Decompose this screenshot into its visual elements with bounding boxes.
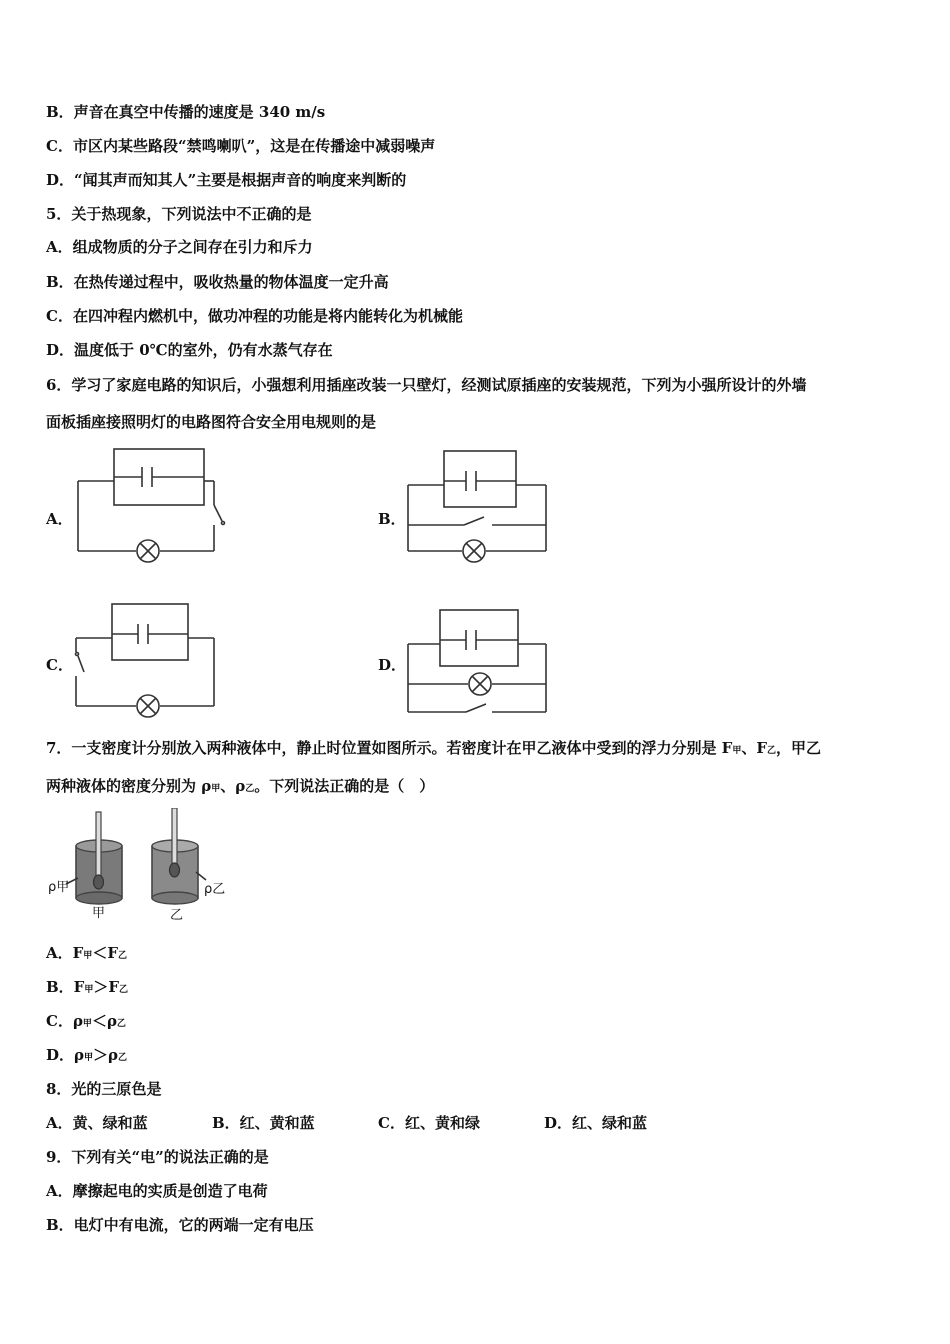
q8-option-c: C．红、黄和绿 xyxy=(378,1114,480,1132)
q5-option-d: D．温度低于 0℃的室外，仍有水蒸气存在 xyxy=(46,341,333,359)
q7-stem-line1: 7．一支密度计分别放入两种液体中，静止时位置如图所示。若密度计在甲乙液体中受到的浮力分别是 F甲、F乙，甲乙 xyxy=(46,739,822,757)
q5-option-c: C．在四冲程内燃机中，做功冲程的功能是将内能转化为机械能 xyxy=(46,307,463,325)
q5-option-a: A．组成物质的分子之间存在引力和斥力 xyxy=(46,238,313,256)
q5-option-b: B．在热传递过程中，吸收热量的物体温度一定升高 xyxy=(46,273,389,291)
q5-stem: 5．关于热现象，下列说法中不正确的是 xyxy=(46,205,312,223)
q7-option-d: D．ρ甲＞ρ乙 xyxy=(46,1046,127,1064)
q8-stem: 8．光的三原色是 xyxy=(46,1080,162,1098)
q7-option-a: A．F甲＜F乙 xyxy=(46,944,127,962)
q9-option-b: B．电灯中有电流，它的两端一定有电压 xyxy=(46,1216,314,1234)
rho-yi-label: ρ乙 xyxy=(204,882,226,897)
q8-option-d: D．红、绿和蓝 xyxy=(544,1114,648,1132)
circuit-diagram-c xyxy=(68,598,228,723)
q8-option-a: A．黄、绿和蓝 xyxy=(46,1114,148,1132)
hydrometer-figure xyxy=(48,808,238,918)
q4-option-d: D．“闻其声而知其人”主要是根据声音的响度来判断的 xyxy=(46,171,407,189)
beaker-yi-caption: 乙 xyxy=(170,908,184,923)
q6-stem-line2: 面板插座接照明灯的电路图符合安全用电规则的是 xyxy=(46,413,377,431)
q8-option-b: B．红、黄和蓝 xyxy=(212,1114,315,1132)
circuit-diagram-b xyxy=(400,445,560,570)
q6-label-a: A． xyxy=(46,510,73,528)
q8-options-row xyxy=(46,1113,647,1133)
q4-option-c: C．市区内某些路段“禁鸣喇叭”，这是在传播途中减弱噪声 xyxy=(46,137,436,155)
q9-option-a: A．摩擦起电的实质是创造了电荷 xyxy=(46,1182,268,1200)
q7-option-c: C．ρ甲＜ρ乙 xyxy=(46,1012,126,1030)
q7-option-b: B．F甲＞F乙 xyxy=(46,978,129,996)
beaker-jia-caption: 甲 xyxy=(92,906,106,921)
circuit-diagram-a xyxy=(70,445,250,570)
q6-stem-line1: 6．学习了家庭电路的知识后，小强想利用插座改装一只壁灯，经测试原插座的安装规范，下列为小强所设计的外墙 xyxy=(46,376,807,394)
q6-label-c: C． xyxy=(46,656,73,674)
rho-jia-label: ρ甲 xyxy=(48,880,70,895)
q6-label-b: B． xyxy=(378,510,406,528)
circuit-diagram-d xyxy=(400,602,560,727)
q4-option-b: B．声音在真空中传播的速度是 340 m/s xyxy=(46,103,326,121)
q7-stem-line2: 两种液体的密度分别为 ρ甲、ρ乙。下列说法正确的是（ ） xyxy=(46,777,435,795)
q6-label-d: D． xyxy=(378,656,407,674)
q9-stem: 9．下列有关“电”的说法正确的是 xyxy=(46,1148,269,1166)
